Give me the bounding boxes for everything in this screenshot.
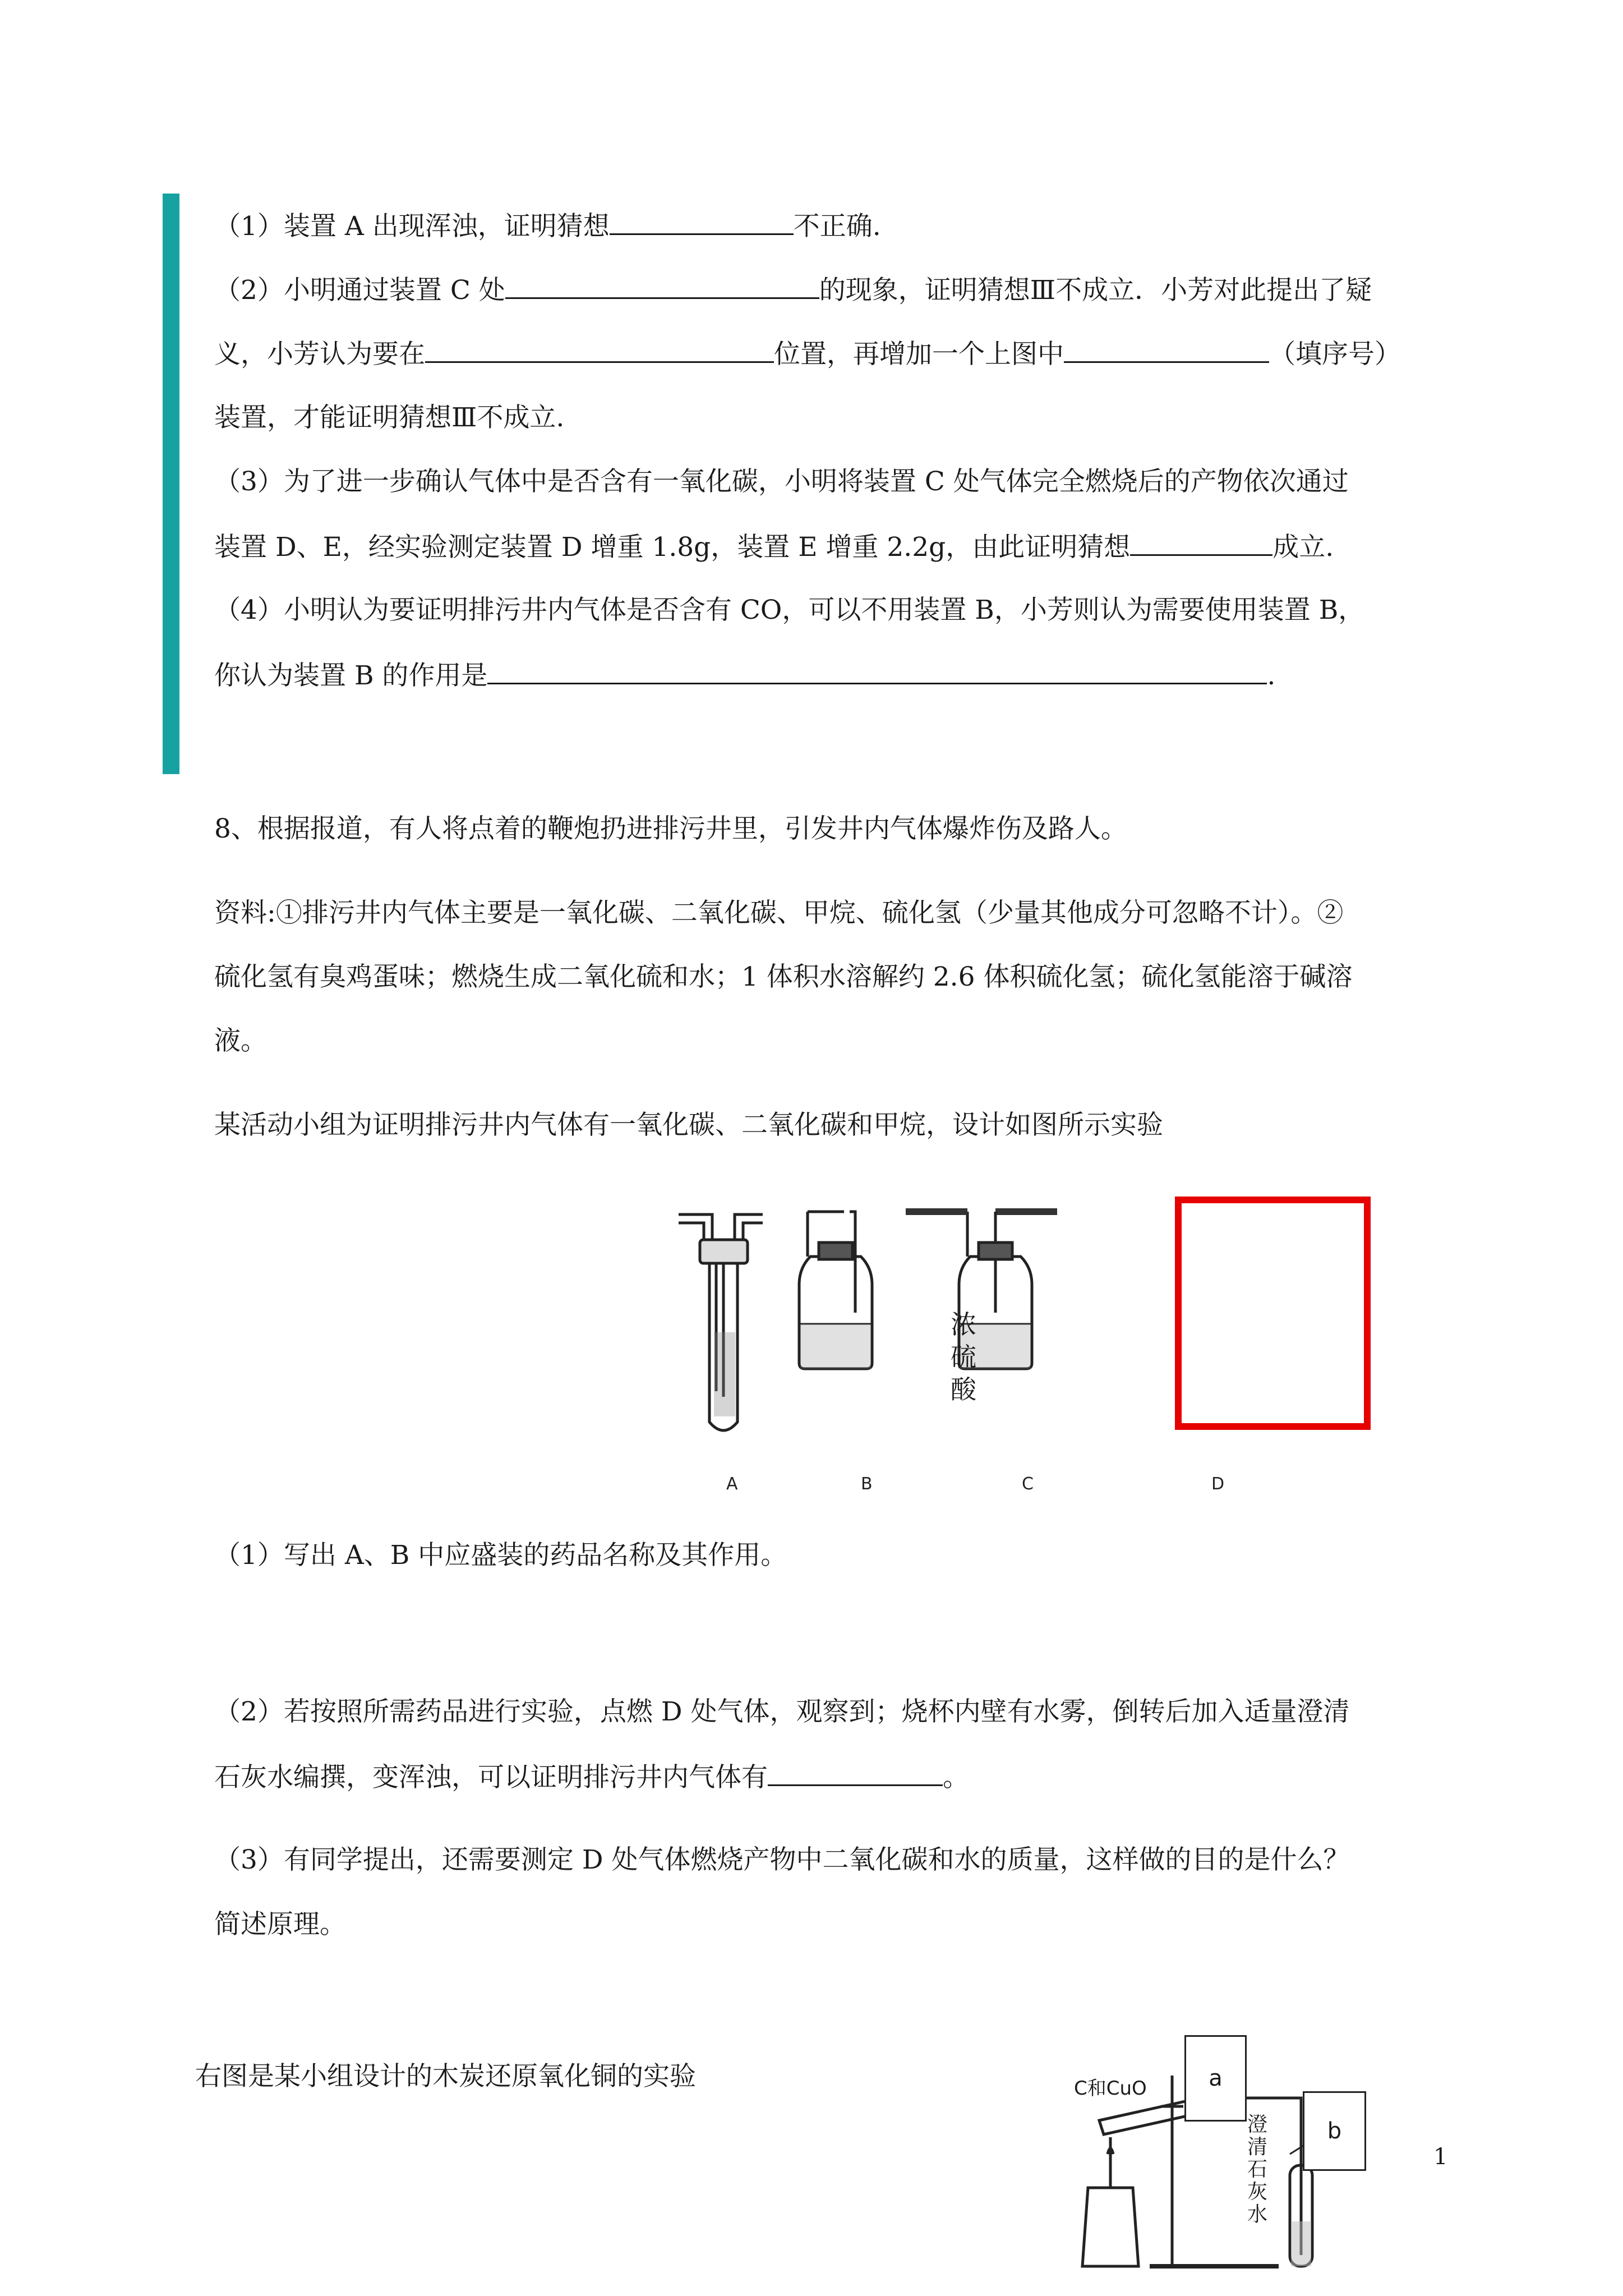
answer-blank[interactable] [487, 658, 1267, 684]
q8-sub1: （1）写出 A、B 中应盛装的药品名称及其作用。 [214, 1540, 787, 1571]
apparatus-figure [670, 1200, 1164, 1464]
answer-blank[interactable] [1130, 530, 1272, 556]
reactant-label: C和CuO [1074, 2077, 1147, 2100]
q8-info-line1: 资料:①排污井内气体主要是一氧化碳、二氧化碳、甲烷、硫化氢（少量其他成分可忽略不计）。② [214, 898, 1344, 928]
q7-part3-line1: （3）为了进一步确认气体中是否含有一氧化碳，小明将装置 C 处气体完全燃烧后的产物依次通过 [214, 466, 1349, 497]
q7-part2-line3: 装置，才能证明猜想Ⅲ不成立. [214, 402, 565, 433]
q7-part3-line2: 装置 D、E，经实验测定装置 D 增重 1.8g，装置 E 增重 2.2g，由此证明猜想 成立. [214, 530, 1334, 564]
page-number: 1 [1433, 2144, 1448, 2170]
limewater-label: 澄 清 石 灰 水 [1247, 2113, 1267, 2226]
fig-label-a: A [726, 1474, 738, 1494]
q9-text: 右图是某小组设计的木炭还原氧化铜的实验 [195, 2061, 696, 2092]
answer-box-a[interactable]: a [1184, 2035, 1247, 2122]
q7-part4-line1: （4）小明认为要证明排污井内气体是否含有 CO，可以不用装置 B，小芳则认为需要使用装置 B， [214, 595, 1365, 625]
q8-info-line2: 硫化氢有臭鸡蛋味；燃烧生成二氧化硫和水；1 体积水溶解约 2.6 体积硫化氢；硫化氢能溶于碱溶 [214, 961, 1353, 992]
concentrated-sulfuric-acid-label: 浓 硫 酸 [951, 1309, 976, 1405]
q8-sub2-line2: 石灰水编撰，变浑浊，可以证明排污井内气体有 。 [214, 1760, 969, 1795]
device-d-placeholder-box [1175, 1197, 1371, 1430]
q7-part4-line2: 你认为装置 B 的作用是 . [214, 658, 1275, 693]
answer-blank[interactable] [425, 337, 774, 363]
answer-blank[interactable] [610, 209, 794, 235]
fig-label-b: B [861, 1474, 873, 1494]
q7-part2-line1: （2）小明通过装置 C 处 的现象，证明猜想Ⅲ不成立．小芳对此提出了疑 [214, 273, 1372, 307]
q8-info-line3: 液。 [214, 1025, 267, 1056]
answer-blank[interactable] [768, 1760, 943, 1786]
left-accent-bar [163, 194, 179, 774]
q7-part2-line2: 义，小芳认为要在 位置，再增加一个上图中 （填序号） [214, 337, 1401, 371]
answer-box-b[interactable]: b [1303, 2091, 1366, 2171]
q7-part1: （1）装置 A 出现浑浊，证明猜想 不正确. [214, 209, 881, 243]
q8-design: 某活动小组为证明排污井内气体有一氧化碳、二氧化碳和甲烷，设计如图所示实验 [214, 1110, 1163, 1140]
q8-intro: 8、根据报道，有人将点着的鞭炮扔进排污井里，引发井内气体爆炸伤及路人。 [214, 813, 1127, 844]
answer-blank[interactable] [505, 273, 819, 299]
fig-label-d: D [1211, 1474, 1225, 1494]
fig-label-c: C [1022, 1474, 1034, 1494]
q8-sub3-line1: （3）有同学提出，还需要测定 D 处气体燃烧产物中二氧化碳和水的质量，这样做的目的是什么？ [214, 1844, 1350, 1875]
answer-blank[interactable] [1064, 337, 1269, 363]
q8-sub3-line2: 简述原理。 [214, 1909, 346, 1940]
q8-sub2-line1: （2）若按照所需药品进行实验，点燃 D 处气体，观察到；烧杯内壁有水雾，倒转后加入适量澄清 [214, 1696, 1350, 1727]
